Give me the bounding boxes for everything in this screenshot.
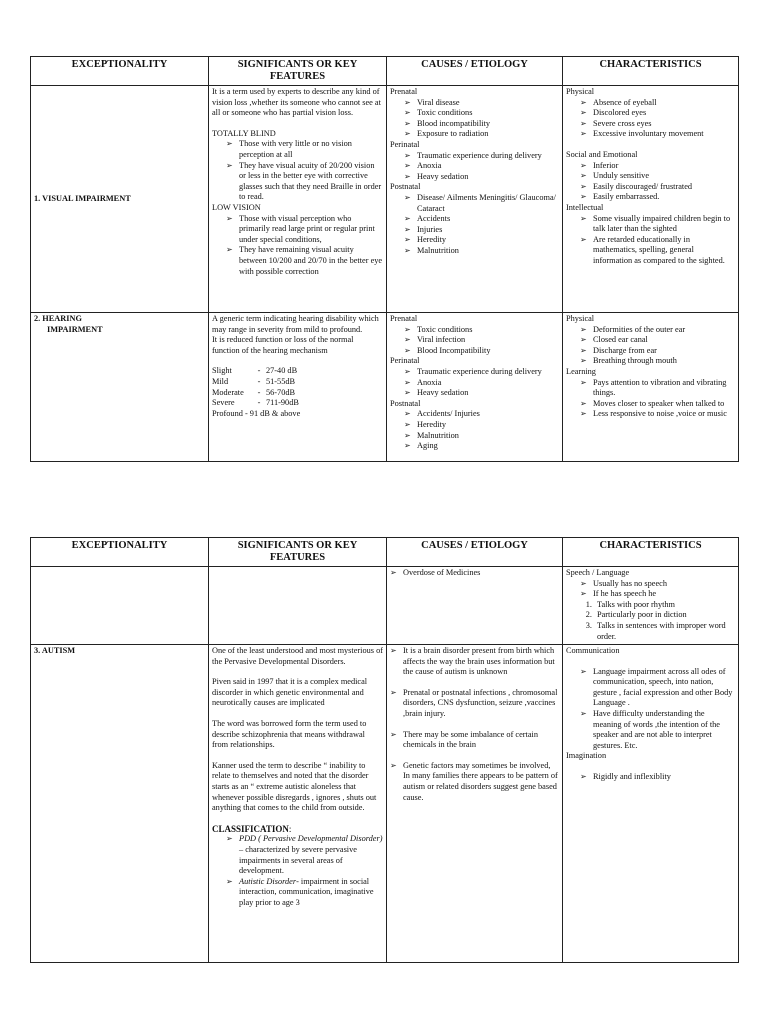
list-item: ➢ Closed ear canal — [580, 335, 735, 346]
row-continued — [31, 567, 739, 645]
db-range: 51-55dB — [266, 376, 296, 386]
header-exceptionality: EXCEPTIONALITY — [31, 538, 209, 567]
list-item — [226, 877, 383, 909]
list-item: ➢ Inferior — [580, 161, 735, 172]
perinatal-list — [390, 151, 559, 183]
header-characteristics: CHARACTERISTICS — [563, 538, 739, 567]
perinatal-label: Perinatal — [390, 139, 420, 149]
list-item: ➢ Easily discouraged/ frustrated — [580, 182, 735, 193]
list-item: ➢ There may be some imbalance of certain chemicals in the brain — [390, 730, 559, 751]
classification-list — [212, 834, 383, 908]
list-item: ➢ Absence of eyeball — [580, 98, 735, 109]
autism-causes-list — [390, 761, 559, 803]
speech-numbered-list — [566, 600, 735, 642]
list-item: ➢ Discharge from ear — [580, 346, 735, 357]
db-level-row: Moderate - 56-70dB — [212, 387, 296, 397]
prenatal-label: Prenatal — [390, 314, 418, 323]
list-item: ➢ Heavy sedation — [404, 172, 559, 183]
list-item: ➢ Injuries — [404, 225, 559, 236]
list-item: ➢ Some visually impaired children begin to talk later than the sighted — [580, 214, 735, 235]
intellectual-label: Intellectual — [566, 202, 604, 212]
list-item: ➢ Disease/ Ailments Meningitis/ Glaucoma/ Cataract — [404, 193, 559, 214]
communication-label: Communication — [566, 646, 620, 655]
perinatal-list — [390, 367, 559, 399]
list-item: ➢ Toxic conditions — [404, 108, 559, 119]
class-desc: - impairment in social interaction, communication, imaginative play prior to age 3 — [239, 876, 374, 907]
list-item: ➢ Those with very little or no vision perception at all — [226, 139, 383, 160]
row-hearing-impairment — [31, 313, 739, 462]
physical-label: Physical — [566, 87, 595, 96]
causes-continued — [387, 567, 563, 645]
list-item: ➢ Discolored eyes — [580, 108, 735, 119]
list-item — [226, 834, 383, 876]
list-item: ➢ They have visual acuity of 20/200 vision or less in the better eye with corrective glasses such that they need Braille in order to read. — [226, 161, 383, 203]
speech-list — [566, 579, 735, 600]
db-level-row: Slight - 27-40 dB — [212, 366, 298, 376]
totally-blind-list — [212, 139, 383, 203]
physical-label: Physical — [566, 314, 595, 323]
autism-paragraph: Piven said in 1997 that it is a complex medical discorder in which genetic environmental and neurotically causes are implicated — [212, 677, 368, 708]
prenatal-list — [390, 98, 559, 140]
intellectual-list — [566, 214, 735, 267]
classification-colon: : — [288, 823, 292, 834]
exceptionality-continued-empty — [31, 567, 209, 645]
list-item: ➢ Heavy sedation — [404, 388, 559, 399]
causes-autism — [387, 645, 563, 963]
perinatal-label: Perinatal — [390, 356, 420, 366]
list-item: ➢ Toxic conditions — [404, 325, 559, 336]
classification-label: CLASSIFICATION — [212, 823, 289, 834]
social-list — [566, 161, 735, 203]
list-item: ➢ They have remaining visual acuity between 10/200 and 20/70 in the better eye with possible correction — [226, 245, 383, 277]
list-item: ➢ Excessive involuntary movement — [580, 129, 735, 140]
row-visual-impairment — [31, 86, 739, 313]
list-item: ➢ Deformities of the outer ear — [580, 325, 735, 336]
autism-paragraph: Kanner used the term to describe “ inability to relate to themselves and noted that the disorder starts as an “ extreme autistic aloneless that whenever possible disregards , ignores , shuts out anything that comes to the child from outside. — [212, 760, 377, 813]
list-item: ➢ Accidents/ Injuries — [404, 409, 559, 420]
list-item: 3. Talks in sentences with improper word order. — [594, 621, 735, 642]
hearing-title-line1: 2. HEARING — [34, 314, 82, 323]
list-item: ➢ Those with visual perception who primarily read large print or regular print under special conditions, — [226, 214, 383, 246]
db-grade: Moderate — [212, 387, 244, 397]
imagination-list — [566, 772, 735, 783]
communication-list — [566, 667, 735, 752]
list-item: ➢ Language impairment across all odes of communication, speech, into nation, gesture , facial expression and other Body Language . — [580, 667, 735, 709]
list-item: ➢ Accidents — [404, 214, 559, 225]
list-item: ➢ Anoxia — [404, 378, 559, 389]
db-grade: Severe — [212, 398, 235, 408]
learning-label: Learning — [566, 366, 596, 376]
exceptionality-visual: 1. VISUAL IMPAIRMENT — [31, 86, 209, 313]
db-level-row: Mild - 51-55dB — [212, 376, 296, 386]
characteristics-continued — [563, 567, 739, 645]
class-desc: – characterized by severe pervasive impairments in several areas of development. — [239, 844, 357, 876]
social-label: Social and Emotional — [566, 149, 638, 159]
list-item: ➢ Easily embarrassed. — [580, 192, 735, 203]
list-item: ➢ Overdose of Medicines — [390, 568, 559, 579]
characteristics-autism — [563, 645, 739, 963]
physical-list — [566, 98, 735, 140]
list-item: ➢ Anoxia — [404, 161, 559, 172]
list-item: 2. Particularly poor in diction — [594, 610, 735, 621]
list-item: ➢ Prenatal or postnatal infections , chromosomal disorders, CNS dysfunction, seizure ,vaccines ,brain injury. — [390, 688, 559, 720]
postnatal-list — [390, 193, 559, 257]
characteristics-visual — [563, 86, 739, 313]
causes-visual — [387, 86, 563, 313]
header-key-features: SIGNIFICANTS OR KEY FEATURES — [209, 57, 387, 86]
imagination-label: Imagination — [566, 751, 607, 761]
list-item: ➢ Rigidly and inflexiblity — [580, 772, 735, 783]
list-item: ➢ Blood Incompatibility — [404, 346, 559, 357]
classification-heading — [212, 824, 383, 835]
table-page-1 — [30, 56, 739, 462]
list-item: ➢ Aging — [404, 441, 559, 452]
list-item: ➢ Blood incompatibility — [404, 119, 559, 130]
physical-list — [566, 325, 735, 367]
list-item: ➢ Breathing through mouth — [580, 356, 735, 367]
list-item: ➢ Pays attention to vibration and vibrating things. — [580, 378, 735, 399]
header-causes: CAUSES / ETIOLOGY — [387, 538, 563, 567]
header-exceptionality: EXCEPTIONALITY — [31, 57, 209, 86]
features-continued-empty — [209, 567, 387, 645]
db-range: 56-70dB — [266, 387, 296, 397]
list-item: ➢ Less responsive to noise ,voice or music — [580, 409, 735, 420]
db-level-row: Severe - 711-90dB — [212, 398, 299, 408]
list-item: ➢ Viral infection — [404, 335, 559, 346]
header-row — [31, 57, 739, 86]
autism-causes-list — [390, 688, 559, 720]
list-item: ➢ Usually has no speech — [580, 579, 735, 590]
list-item: ➢ Traumatic experience during delivery — [404, 151, 559, 162]
exceptionality-autism: 3. AUTISM — [31, 645, 209, 963]
db-grade: Slight — [212, 366, 232, 376]
db-grade: Mild — [212, 376, 229, 386]
hearing-definition-2: It is reduced function or loss of the normal function of the hearing mechanism — [212, 335, 354, 355]
totally-blind-label: TOTALLY BLIND — [212, 128, 276, 138]
class-name: Autistic Disorder — [239, 876, 297, 886]
autism-causes-list — [390, 730, 559, 751]
db-range: 27-40 dB — [266, 366, 298, 376]
row-autism — [31, 645, 739, 963]
list-item: ➢ Heredity — [404, 420, 559, 431]
list-item: ➢ Unduly sensitive — [580, 171, 735, 182]
list-item: ➢ Have difficulty understanding the meaning of words ,the intention of the speaker and are not able to interpret gestures. Etc. — [580, 709, 735, 751]
list-item: ➢ If he has speech he — [580, 589, 735, 600]
header-characteristics: CHARACTERISTICS — [563, 57, 739, 86]
prenatal-list — [390, 325, 559, 357]
features-hearing — [209, 313, 387, 462]
list-item: ➢ Are retarded educationally in mathematics, spelling, general information as compared to the sighted. — [580, 235, 735, 267]
characteristics-hearing — [563, 313, 739, 462]
list-item: ➢ Heredity — [404, 235, 559, 246]
list-item: ➢ Moves closer to speaker when talked to — [580, 399, 735, 410]
list-item: ➢ Severe cross eyes — [580, 119, 735, 130]
db-range: 711-90dB — [266, 398, 299, 408]
autism-paragraph: The word was borrowed form the term used to describe schizophrenia that means withdrawal from relationships. — [212, 718, 367, 750]
list-item: ➢ Viral disease — [404, 98, 559, 109]
list-item: ➢ Genetic factors may sometimes be involved, In many families there appears to be pattern of autism or related disorders suggest gene based cause. — [390, 761, 559, 803]
header-row — [31, 538, 739, 567]
causes-hearing — [387, 313, 563, 462]
postnatal-label: Postnatal — [390, 182, 421, 192]
list-item: ➢ Malnutrition — [404, 431, 559, 442]
list-item: ➢ It is a brain disorder present from birth which affects the way the brain uses information but the cause of autism is unknown — [390, 646, 559, 678]
features-autism — [209, 645, 387, 963]
list-item: 1. Talks with poor rhythm — [594, 600, 735, 611]
class-name: PDD ( Pervasive Developmental Disorder) — [239, 834, 383, 844]
postnatal-label: Postnatal — [390, 398, 421, 408]
header-causes: CAUSES / ETIOLOGY — [387, 57, 563, 86]
list-item: ➢ Traumatic experience during delivery — [404, 367, 559, 378]
autism-paragraph: One of the least understood and most mysterious of the Pervasive Developmental Disorders. — [212, 646, 383, 666]
low-vision-label: LOW VISION — [212, 202, 261, 212]
list-item: ➢ Exposure to radiation — [404, 129, 559, 140]
low-vision-list — [212, 214, 383, 278]
learning-list — [566, 378, 735, 420]
exceptionality-hearing — [31, 313, 209, 462]
table-page-2 — [30, 537, 739, 963]
db-profound: Profound - 91 dB & above — [212, 408, 301, 418]
speech-label: Speech / Language — [566, 568, 630, 577]
hearing-definition: A generic term indicating hearing disability which may range in severity from mild to profound. — [212, 314, 379, 334]
list-item: ➢ Malnutrition — [404, 246, 559, 257]
autism-causes-list — [390, 646, 559, 678]
causes-continued-list — [390, 568, 559, 579]
features-visual — [209, 86, 387, 313]
prenatal-label: Prenatal — [390, 87, 418, 96]
hearing-title-line2: IMPAIRMENT — [47, 324, 103, 334]
postnatal-list — [390, 409, 559, 451]
visual-intro: It is a term used by experts to describe any kind of vision loss ,whether its someone who cannot see at all or someone who has partial vision loss. — [212, 87, 381, 118]
header-key-features: SIGNIFICANTS OR KEY FEATURES — [209, 538, 387, 567]
